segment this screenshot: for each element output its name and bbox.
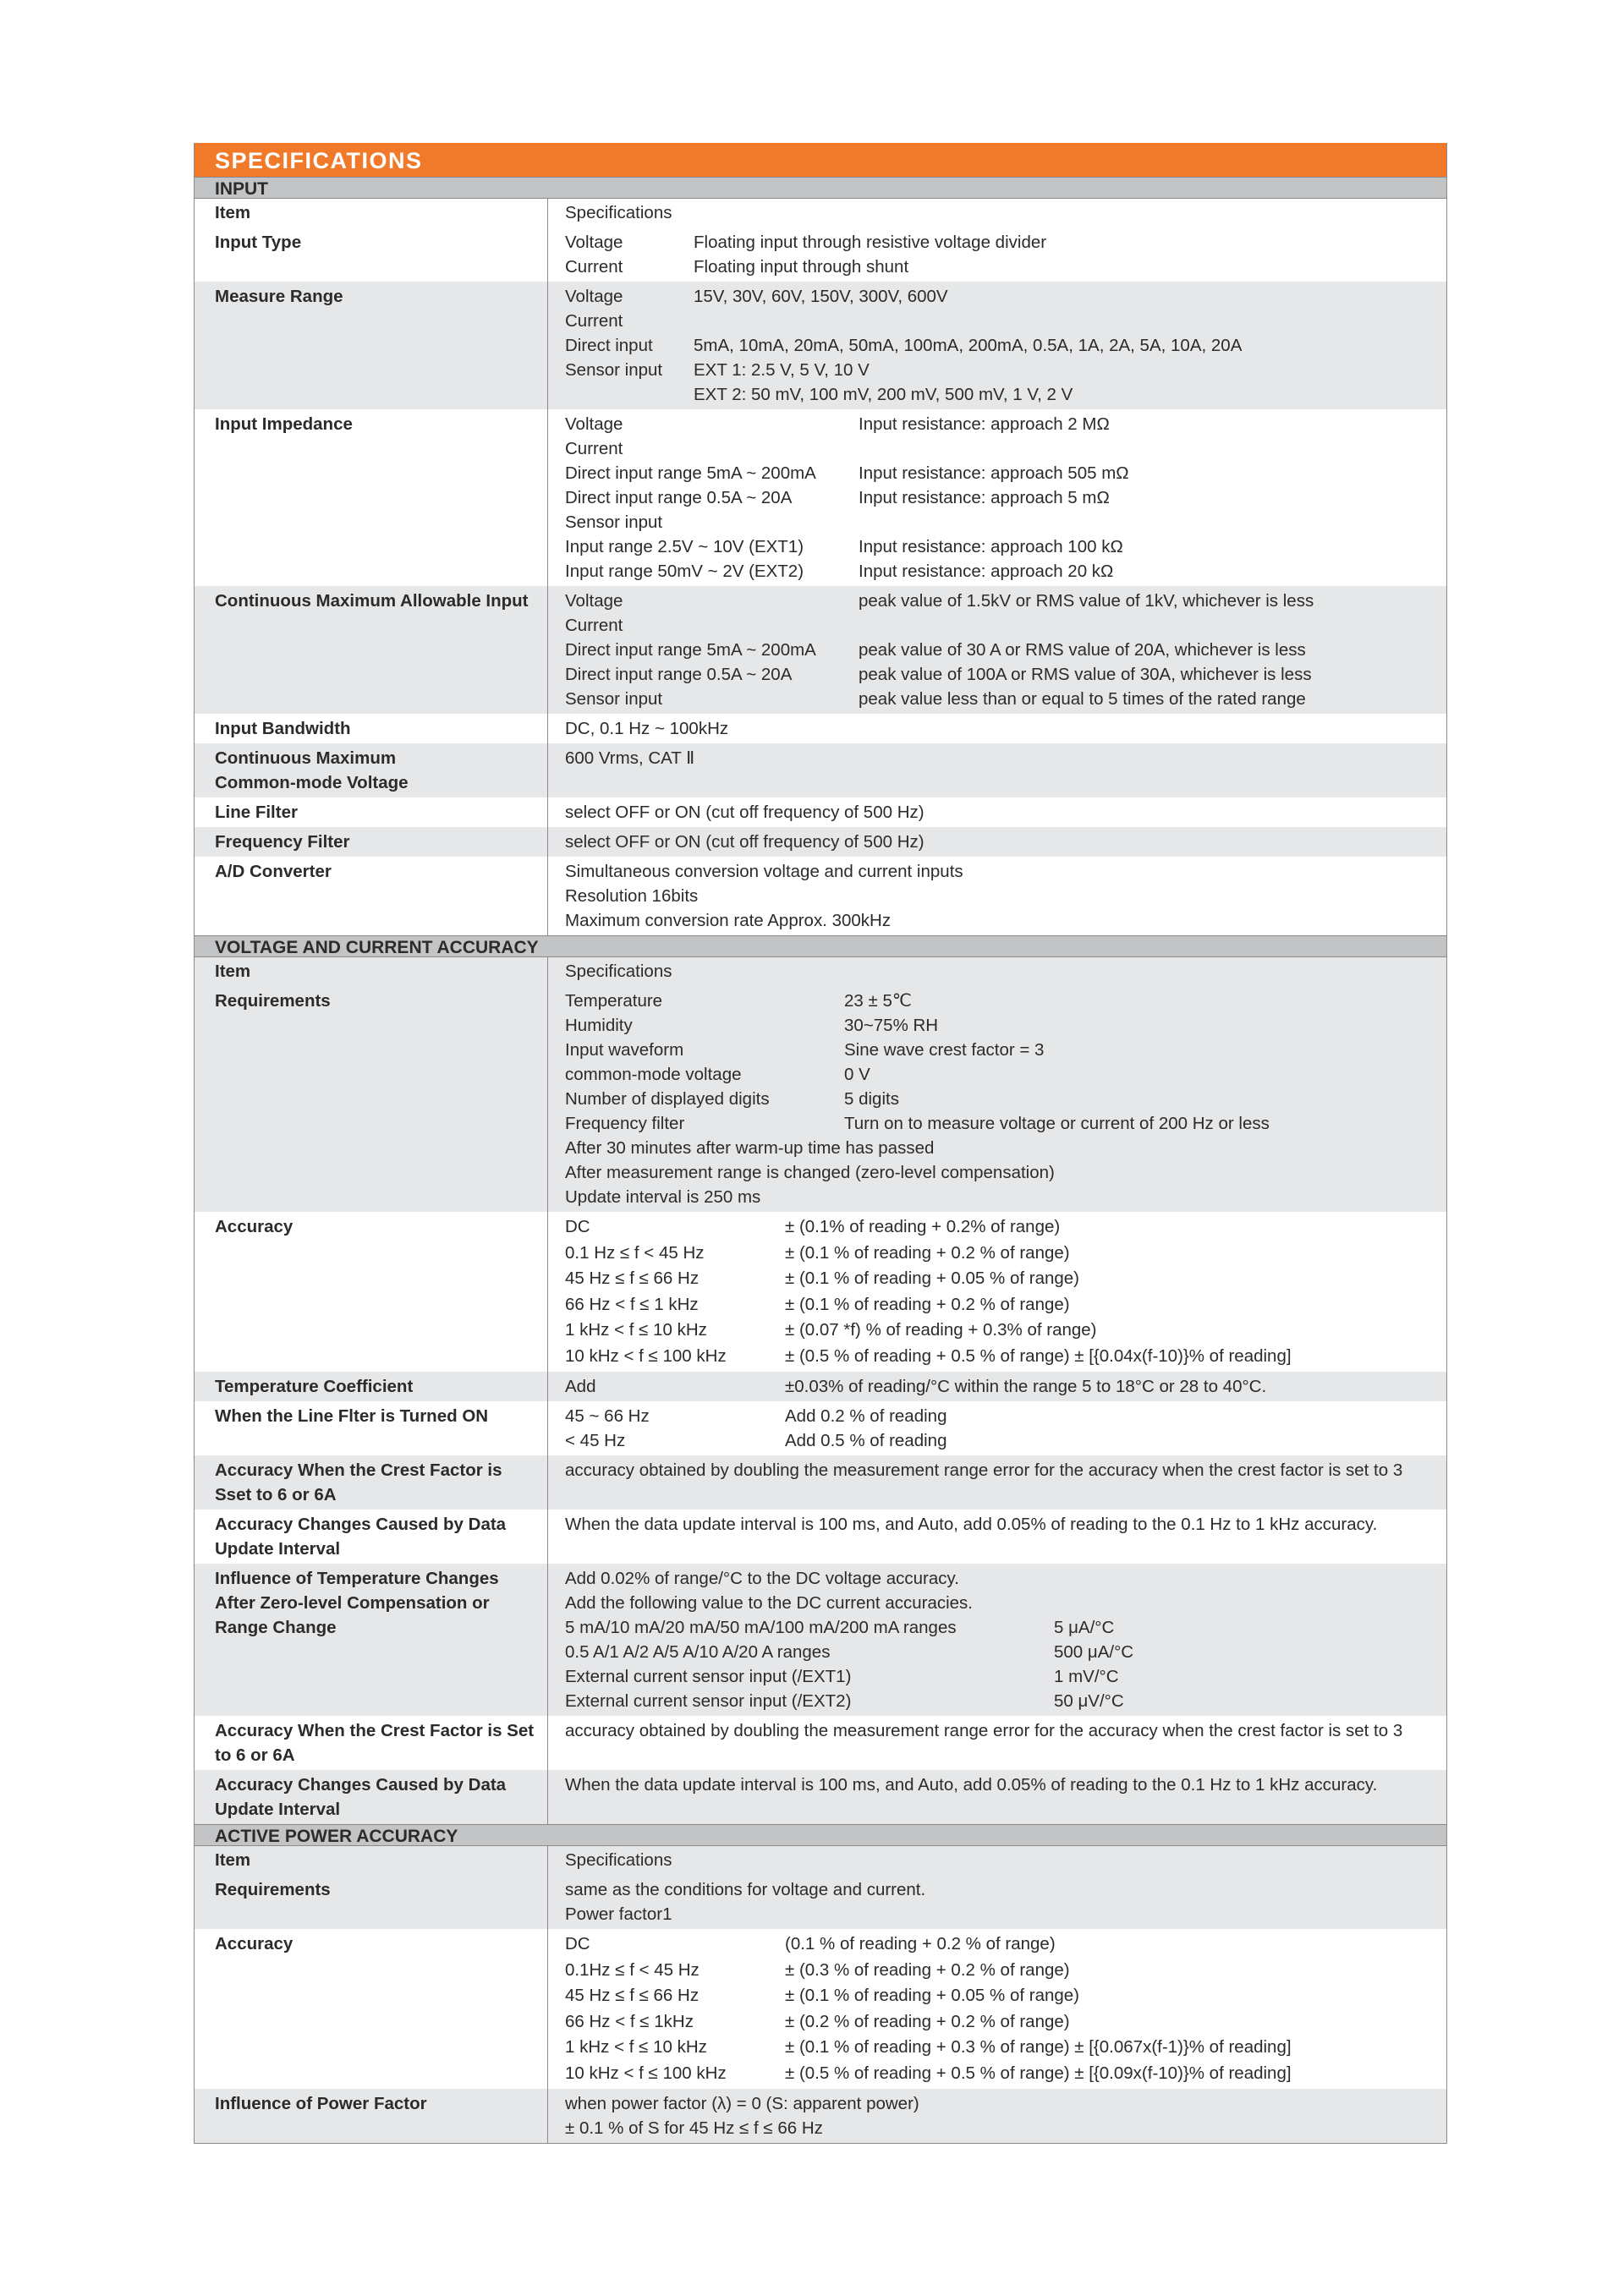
spec-row-accuracy-when-the-crest-factor-is-sset-to-6-or-6a bbox=[195, 1455, 1446, 1510]
spec-value: ± (0.1 % of reading + 0.2 % of range) bbox=[785, 1242, 1070, 1263]
spec-line bbox=[565, 333, 1446, 358]
spec-text: Simultaneous conversion voltage and current inputs bbox=[565, 862, 963, 881]
item-text: Measure Range bbox=[215, 287, 343, 306]
item-text: Accuracy When the Crest Factor is bbox=[215, 1460, 502, 1480]
row-item-label bbox=[195, 743, 548, 797]
spec-value: 15V, 30V, 60V, 150V, 300V, 600V bbox=[694, 287, 948, 306]
spec-key: Input range 2.5V ~ 10V (EXT1) bbox=[565, 537, 804, 556]
spec-value: 5 digits bbox=[844, 1089, 899, 1109]
row-spec-value bbox=[548, 714, 1446, 743]
row-spec-value bbox=[548, 586, 1446, 714]
spec-value: Input resistance: approach 505 mΩ bbox=[859, 463, 1129, 483]
spec-line bbox=[565, 436, 1446, 461]
item-text: Update Interval bbox=[215, 1539, 341, 1559]
spec-line bbox=[565, 559, 1446, 584]
spec-line bbox=[565, 1185, 1446, 1209]
row-item-label bbox=[195, 1212, 548, 1372]
spec-line bbox=[565, 1160, 1446, 1185]
row-spec-value bbox=[548, 282, 1446, 409]
spec-value: 30~75% RH bbox=[844, 1016, 939, 1035]
row-item-label bbox=[195, 1455, 548, 1510]
row-item-label bbox=[195, 714, 548, 743]
spec-line bbox=[565, 255, 1446, 279]
spec-line bbox=[565, 1664, 1446, 1689]
spec-value: 23 ± 5℃ bbox=[844, 991, 912, 1011]
spec-value: 50 μV/°C bbox=[1054, 1691, 1124, 1711]
spec-key: DC bbox=[565, 1934, 590, 1954]
spec-key: 66 Hz < f ≤ 1kHz bbox=[565, 2011, 694, 2031]
spec-key: Power factor bbox=[565, 1904, 663, 1924]
spec-line bbox=[565, 1111, 1446, 1136]
spec-text: Add the following value to the DC current accuracies. bbox=[565, 1593, 974, 1613]
spec-key: Direct input range 5mA ~ 200mA bbox=[565, 463, 816, 483]
spec-line bbox=[565, 309, 1446, 333]
spec-line bbox=[565, 1983, 1446, 2009]
spec-line bbox=[565, 1062, 1446, 1087]
item-text: Sset to 6 or 6A bbox=[215, 1485, 337, 1504]
spec-value: Input resistance: approach 100 kΩ bbox=[859, 537, 1123, 556]
spec-line bbox=[565, 1087, 1446, 1111]
spec-row-influence-of-power-factor bbox=[195, 2089, 1446, 2143]
row-item-label bbox=[195, 1401, 548, 1455]
spec-key: Temperature bbox=[565, 991, 663, 1011]
spec-text: After measurement range is changed (zero-level compensation) bbox=[565, 1163, 1055, 1182]
spec-key: 10 kHz < f ≤ 100 kHz bbox=[565, 2063, 727, 2083]
spec-key: 5 mA/10 mA/20 mA/50 mA/100 mA/200 mA ranges bbox=[565, 1618, 957, 1637]
row-item-label bbox=[195, 827, 548, 857]
row-spec-value bbox=[548, 1770, 1446, 1824]
header-item-label: Item bbox=[195, 199, 548, 227]
row-item-label bbox=[195, 1564, 548, 1716]
spec-line bbox=[565, 1214, 1446, 1241]
spec-row-line-filter bbox=[195, 797, 1446, 827]
row-item-label bbox=[195, 857, 548, 935]
spec-line bbox=[565, 1458, 1446, 1482]
header-item-label: Item bbox=[195, 957, 548, 986]
spec-key: 45 Hz ≤ f ≤ 66 Hz bbox=[565, 1269, 700, 1288]
item-text: Range Change bbox=[215, 1618, 337, 1637]
spec-key: Sensor input bbox=[565, 512, 663, 532]
row-spec-value bbox=[548, 409, 1446, 586]
row-item-label bbox=[195, 1372, 548, 1401]
spec-value: peak value of 100A or RMS value of 30A, whichever is less bbox=[859, 665, 1312, 684]
spec-line bbox=[565, 2061, 1446, 2087]
spec-key: Current bbox=[565, 616, 623, 635]
spec-key: 1 kHz < f ≤ 10 kHz bbox=[565, 2037, 707, 2057]
spec-text: DC, 0.1 Hz ~ 100kHz bbox=[565, 719, 729, 738]
spec-line bbox=[565, 1718, 1446, 1743]
item-text: Common-mode Voltage bbox=[215, 773, 409, 792]
spec-key: Humidity bbox=[565, 1016, 633, 1035]
row-spec-value bbox=[548, 827, 1446, 857]
spec-text: When the data update interval is 100 ms, and Auto, add 0.05% of reading to the 0.1 Hz to 1 kHz accuracy. bbox=[565, 1775, 1378, 1795]
spec-line bbox=[565, 662, 1446, 687]
row-spec-value bbox=[548, 1212, 1446, 1372]
spec-key: < 45 Hz bbox=[565, 1431, 626, 1450]
row-spec-value bbox=[548, 857, 1446, 935]
row-spec-value bbox=[548, 1564, 1446, 1716]
spec-row-accuracy-when-the-crest-factor-is-set-to-6-or-6a bbox=[195, 1716, 1446, 1770]
spec-key: Voltage bbox=[565, 414, 623, 434]
item-text: A/D Converter bbox=[215, 862, 332, 881]
spec-line bbox=[565, 613, 1446, 638]
spec-line bbox=[565, 859, 1446, 884]
spec-key: Sensor input bbox=[565, 689, 663, 709]
spec-key: Current bbox=[565, 439, 623, 458]
spec-line bbox=[565, 1404, 1446, 1428]
row-item-label bbox=[195, 1770, 548, 1824]
spec-row-a-d-converter bbox=[195, 857, 1446, 935]
spec-key: common-mode voltage bbox=[565, 1065, 742, 1084]
spec-key: 0.1Hz ≤ f < 45 Hz bbox=[565, 1959, 700, 1980]
spec-value: EXT 1: 2.5 V, 5 V, 10 V bbox=[694, 360, 870, 380]
spec-row-influence-of-temperature-changes-after-zero-level-compensation-or-range-change bbox=[195, 1564, 1446, 1716]
item-text: After Zero-level Compensation or bbox=[215, 1593, 490, 1613]
spec-text: Maximum conversion rate Approx. 300kHz bbox=[565, 911, 892, 930]
spec-text: select OFF or ON (cut off frequency of 500 Hz) bbox=[565, 832, 924, 852]
spec-value: Turn on to measure voltage or current of 200 Hz or less bbox=[844, 1114, 1270, 1133]
spec-line bbox=[565, 1773, 1446, 1797]
item-text: Update Interval bbox=[215, 1800, 341, 1819]
spec-key: Voltage bbox=[565, 287, 623, 306]
spec-line bbox=[565, 2091, 1446, 2116]
spec-value: peak value of 30 A or RMS value of 20A, whichever is less bbox=[859, 640, 1306, 660]
item-text: to 6 or 6A bbox=[215, 1745, 295, 1765]
row-spec-value bbox=[548, 1401, 1446, 1455]
spec-text: select OFF or ON (cut off frequency of 500 Hz) bbox=[565, 803, 924, 822]
spec-key: Direct input range 0.5A ~ 20A bbox=[565, 488, 793, 507]
spec-value: 0 V bbox=[844, 1065, 870, 1084]
spec-line bbox=[565, 2035, 1446, 2061]
row-item-label bbox=[195, 409, 548, 586]
spec-row-temperature-coefficient bbox=[195, 1372, 1446, 1401]
spec-line bbox=[565, 534, 1446, 559]
spec-value: ±0.03% of reading/°C within the range 5 to 18°C or 28 to 40°C. bbox=[785, 1377, 1267, 1396]
row-item-label bbox=[195, 1716, 548, 1770]
spec-line bbox=[565, 461, 1446, 485]
spec-line bbox=[565, 589, 1446, 613]
spec-value: 1 mV/°C bbox=[1054, 1667, 1119, 1686]
spec-key: 10 kHz < f ≤ 100 kHz bbox=[565, 1345, 727, 1366]
section-input-title: INPUT bbox=[195, 177, 1446, 199]
spec-text: ± 0.1 % of S for 45 Hz ≤ f ≤ 66 Hz bbox=[565, 2118, 823, 2138]
spec-line bbox=[565, 908, 1446, 933]
spec-row-accuracy-changes-caused-by-data-update-interval bbox=[195, 1770, 1446, 1824]
vc-header-row bbox=[195, 957, 1446, 986]
spec-value: ± (0.07 *f) % of reading + 0.3% of range) bbox=[785, 1320, 1097, 1340]
spec-line bbox=[565, 358, 1446, 382]
row-item-label bbox=[195, 2089, 548, 2143]
row-spec-value bbox=[548, 1929, 1446, 2089]
spec-key: Input range 50mV ~ 2V (EXT2) bbox=[565, 562, 804, 581]
spec-line bbox=[565, 1374, 1446, 1399]
spec-value: Add 0.5 % of reading bbox=[785, 1431, 947, 1450]
spec-text: accuracy obtained by doubling the measurement range error for the accuracy when the crest factor is set to 3 bbox=[565, 1721, 1403, 1740]
spec-line bbox=[565, 1512, 1446, 1537]
spec-key: Direct input range 0.5A ~ 20A bbox=[565, 665, 793, 684]
spec-key: 45 ~ 66 Hz bbox=[565, 1406, 650, 1426]
section-vc-accuracy-title: VOLTAGE AND CURRENT ACCURACY bbox=[195, 935, 1446, 957]
header-spec-label: Specifications bbox=[565, 1850, 672, 1870]
row-spec-value bbox=[548, 743, 1446, 797]
spec-value: ± (0.1% of reading + 0.2% of range) bbox=[785, 1217, 1061, 1236]
spec-line bbox=[565, 1902, 1446, 1926]
spec-text: Update interval is 250 ms bbox=[565, 1187, 761, 1207]
spec-line bbox=[565, 884, 1446, 908]
item-text: Influence of Power Factor bbox=[215, 2094, 427, 2113]
spec-line bbox=[565, 1266, 1446, 1292]
header-spec-label: Specifications bbox=[565, 962, 672, 981]
spec-value: ± (0.1 % of reading + 0.3 % of range) ± [{0.067x(f-1)}% of reading] bbox=[785, 2037, 1292, 2057]
item-text: Accuracy Changes Caused by Data bbox=[215, 1515, 507, 1534]
spec-line bbox=[565, 1640, 1446, 1664]
spec-value: Input resistance: approach 20 kΩ bbox=[859, 562, 1114, 581]
spec-key: External current sensor input (/EXT2) bbox=[565, 1691, 852, 1711]
spec-row-continuous-maximum-allowable-input bbox=[195, 586, 1446, 714]
spec-line bbox=[565, 1932, 1446, 1958]
row-item-label bbox=[195, 1929, 548, 2089]
specifications-table bbox=[194, 143, 1447, 2144]
spec-key: Frequency filter bbox=[565, 1114, 685, 1133]
item-text: Line Filter bbox=[215, 803, 298, 822]
spec-line bbox=[565, 1241, 1446, 1267]
spec-key: Number of displayed digits bbox=[565, 1089, 770, 1109]
power-header-row bbox=[195, 1846, 1446, 1875]
item-text: Accuracy bbox=[215, 1934, 294, 1954]
spec-row-measure-range bbox=[195, 282, 1446, 409]
row-item-label bbox=[195, 586, 548, 714]
spec-row-accuracy bbox=[195, 1212, 1446, 1372]
spec-line bbox=[565, 989, 1446, 1013]
spec-text: Resolution 16bits bbox=[565, 886, 699, 906]
row-spec-value bbox=[548, 1455, 1446, 1510]
header-item-label: Item bbox=[195, 1846, 548, 1875]
spec-key: 45 Hz ≤ f ≤ 66 Hz bbox=[565, 1986, 700, 2005]
spec-key: DC bbox=[565, 1217, 590, 1236]
row-spec-value bbox=[548, 1372, 1446, 1401]
spec-key: Direct input range 5mA ~ 200mA bbox=[565, 640, 816, 660]
row-item-label bbox=[195, 1510, 548, 1564]
spec-row-input-type bbox=[195, 227, 1446, 282]
spec-value: ± (0.1 % of reading + 0.2 % of range) bbox=[785, 1294, 1070, 1314]
spec-line bbox=[565, 485, 1446, 510]
item-text: Frequency Filter bbox=[215, 832, 350, 852]
spec-row-requirements bbox=[195, 1875, 1446, 1929]
spec-key: 66 Hz < f ≤ 1 kHz bbox=[565, 1294, 699, 1314]
item-text: Accuracy bbox=[215, 1217, 294, 1236]
spec-key: 1 kHz < f ≤ 10 kHz bbox=[565, 1320, 707, 1340]
spec-value: Input resistance: approach 2 MΩ bbox=[859, 414, 1110, 434]
spec-text: 600 Vrms, CAT Ⅱ bbox=[565, 748, 695, 768]
spec-text: when power factor (λ) = 0 (S: apparent power) bbox=[565, 2094, 919, 2113]
spec-line bbox=[565, 1591, 1446, 1615]
row-item-label bbox=[195, 1875, 548, 1929]
spec-key: Voltage bbox=[565, 233, 623, 252]
spec-line bbox=[565, 510, 1446, 534]
spec-line bbox=[565, 830, 1446, 854]
spec-row-accuracy bbox=[195, 1929, 1446, 2089]
spec-key: 0.1 Hz ≤ f < 45 Hz bbox=[565, 1242, 705, 1263]
spec-text: Add 0.02% of range/°C to the DC voltage accuracy. bbox=[565, 1569, 959, 1588]
row-item-label bbox=[195, 227, 548, 282]
item-text: Temperature Coefficient bbox=[215, 1377, 414, 1396]
input-header-row bbox=[195, 199, 1446, 227]
spec-value: ± (0.5 % of reading + 0.5 % of range) ± [{0.09x(f-10)}% of reading] bbox=[785, 2063, 1292, 2083]
spec-key: Current bbox=[565, 311, 623, 331]
spec-key: 0.5 A/1 A/2 A/5 A/10 A/20 A ranges bbox=[565, 1642, 831, 1662]
spec-value: Add 0.2 % of reading bbox=[785, 1406, 947, 1426]
spec-value: 5 μA/°C bbox=[1054, 1618, 1115, 1637]
item-text: Requirements bbox=[215, 1880, 331, 1899]
item-text: Requirements bbox=[215, 991, 331, 1011]
spec-line bbox=[565, 284, 1446, 309]
spec-key: Sensor input bbox=[565, 360, 663, 380]
spec-key: Add bbox=[565, 1377, 596, 1396]
item-text: Input Type bbox=[215, 233, 302, 252]
spec-value: ± (0.2 % of reading + 0.2 % of range) bbox=[785, 2011, 1070, 2031]
spec-line bbox=[565, 1344, 1446, 1370]
spec-text: same as the conditions for voltage and current. bbox=[565, 1880, 926, 1899]
spec-line bbox=[565, 716, 1446, 741]
spec-line bbox=[565, 230, 1446, 255]
spec-row-continuous-maximum-common-mode-voltage bbox=[195, 743, 1446, 797]
spec-line bbox=[565, 1566, 1446, 1591]
item-text: Input Impedance bbox=[215, 414, 353, 434]
spec-value: ± (0.5 % of reading + 0.5 % of range) ± [{0.04x(f-10)}% of reading] bbox=[785, 1345, 1292, 1366]
spec-key: External current sensor input (/EXT1) bbox=[565, 1667, 852, 1686]
spec-line bbox=[565, 1958, 1446, 1984]
spec-line bbox=[565, 382, 1446, 407]
row-spec-value bbox=[548, 2089, 1446, 2143]
item-text: When the Line Flter is Turned ON bbox=[215, 1406, 489, 1426]
item-text: Accuracy Changes Caused by Data bbox=[215, 1775, 507, 1795]
spec-value: peak value less than or equal to 5 times of the rated range bbox=[859, 689, 1306, 709]
spec-value: Floating input through shunt bbox=[694, 257, 909, 277]
spec-value: ± (0.3 % of reading + 0.2 % of range) bbox=[785, 1959, 1070, 1980]
spec-value: (0.1 % of reading + 0.2 % of range) bbox=[785, 1934, 1056, 1954]
spec-key: Direct input bbox=[565, 336, 653, 355]
active-power-rows bbox=[195, 1875, 1446, 2143]
row-item-label bbox=[195, 797, 548, 827]
spec-row-accuracy-changes-caused-by-data-update-interval bbox=[195, 1510, 1446, 1564]
row-spec-value bbox=[548, 1510, 1446, 1564]
spec-line bbox=[565, 1428, 1446, 1453]
row-item-label bbox=[195, 986, 548, 1212]
spec-text: After 30 minutes after warm-up time has passed bbox=[565, 1138, 935, 1158]
spec-line bbox=[565, 746, 1446, 770]
item-text: Accuracy When the Crest Factor is Set bbox=[215, 1721, 535, 1740]
row-spec-value bbox=[548, 227, 1446, 282]
item-text: Input Bandwidth bbox=[215, 719, 351, 738]
spec-line bbox=[565, 1877, 1446, 1902]
section-active-power-title: ACTIVE POWER ACCURACY bbox=[195, 1824, 1446, 1846]
spec-value: 5mA, 10mA, 20mA, 50mA, 100mA, 200mA, 0.5A, 1A, 2A, 5A, 10A, 20A bbox=[694, 336, 1243, 355]
spec-value: peak value of 1.5kV or RMS value of 1kV, whichever is less bbox=[859, 591, 1314, 611]
row-spec-value bbox=[548, 986, 1446, 1212]
spec-row-requirements bbox=[195, 986, 1446, 1212]
spec-line bbox=[565, 1689, 1446, 1713]
spec-line bbox=[565, 1038, 1446, 1062]
spec-value: ± (0.1 % of reading + 0.05 % of range) bbox=[785, 1986, 1079, 2005]
spec-value: Floating input through resistive voltage divider bbox=[694, 233, 1047, 252]
item-text: Continuous Maximum Allowable Input bbox=[215, 591, 529, 611]
input-rows bbox=[195, 227, 1446, 935]
row-spec-value bbox=[548, 1716, 1446, 1770]
row-spec-value bbox=[548, 1875, 1446, 1929]
spec-key: Current bbox=[565, 257, 623, 277]
spec-row-input-bandwidth bbox=[195, 714, 1446, 743]
spec-line bbox=[565, 687, 1446, 711]
spec-row-input-impedance bbox=[195, 409, 1446, 586]
vc-accuracy-rows bbox=[195, 986, 1446, 1824]
spec-value: ± (0.1 % of reading + 0.05 % of range) bbox=[785, 1269, 1079, 1288]
spec-line bbox=[565, 1292, 1446, 1318]
spec-line bbox=[565, 1136, 1446, 1160]
spec-value: 1 bbox=[662, 1904, 672, 1924]
row-spec-value bbox=[548, 797, 1446, 827]
spec-value: Input resistance: approach 5 mΩ bbox=[859, 488, 1110, 507]
spec-text: accuracy obtained by doubling the measurement range error for the accuracy when the crest factor is set to 3 bbox=[565, 1460, 1403, 1480]
header-spec-label: Specifications bbox=[565, 203, 672, 222]
row-item-label bbox=[195, 282, 548, 409]
spec-value: 500 μA/°C bbox=[1054, 1642, 1134, 1662]
item-text: Influence of Temperature Changes bbox=[215, 1569, 499, 1588]
spec-line bbox=[565, 1615, 1446, 1640]
spec-line bbox=[565, 412, 1446, 436]
spec-line bbox=[565, 800, 1446, 825]
specifications-title: SPECIFICATIONS bbox=[195, 143, 1446, 177]
spec-key: Voltage bbox=[565, 591, 623, 611]
spec-line bbox=[565, 638, 1446, 662]
item-text: Continuous Maximum bbox=[215, 748, 397, 768]
spec-value: EXT 2: 50 mV, 100 mV, 200 mV, 500 mV, 1 V, 2 V bbox=[694, 385, 1073, 404]
spec-value: Sine wave crest factor = 3 bbox=[844, 1040, 1045, 1060]
spec-line bbox=[565, 1013, 1446, 1038]
spec-row-frequency-filter bbox=[195, 827, 1446, 857]
spec-row-when-the-line-flter-is-turned-on bbox=[195, 1401, 1446, 1455]
spec-line bbox=[565, 2009, 1446, 2036]
spec-line bbox=[565, 2116, 1446, 2140]
spec-text: When the data update interval is 100 ms, and Auto, add 0.05% of reading to the 0.1 Hz to 1 kHz accuracy. bbox=[565, 1515, 1378, 1534]
spec-key: Input waveform bbox=[565, 1040, 684, 1060]
spec-line bbox=[565, 1318, 1446, 1344]
